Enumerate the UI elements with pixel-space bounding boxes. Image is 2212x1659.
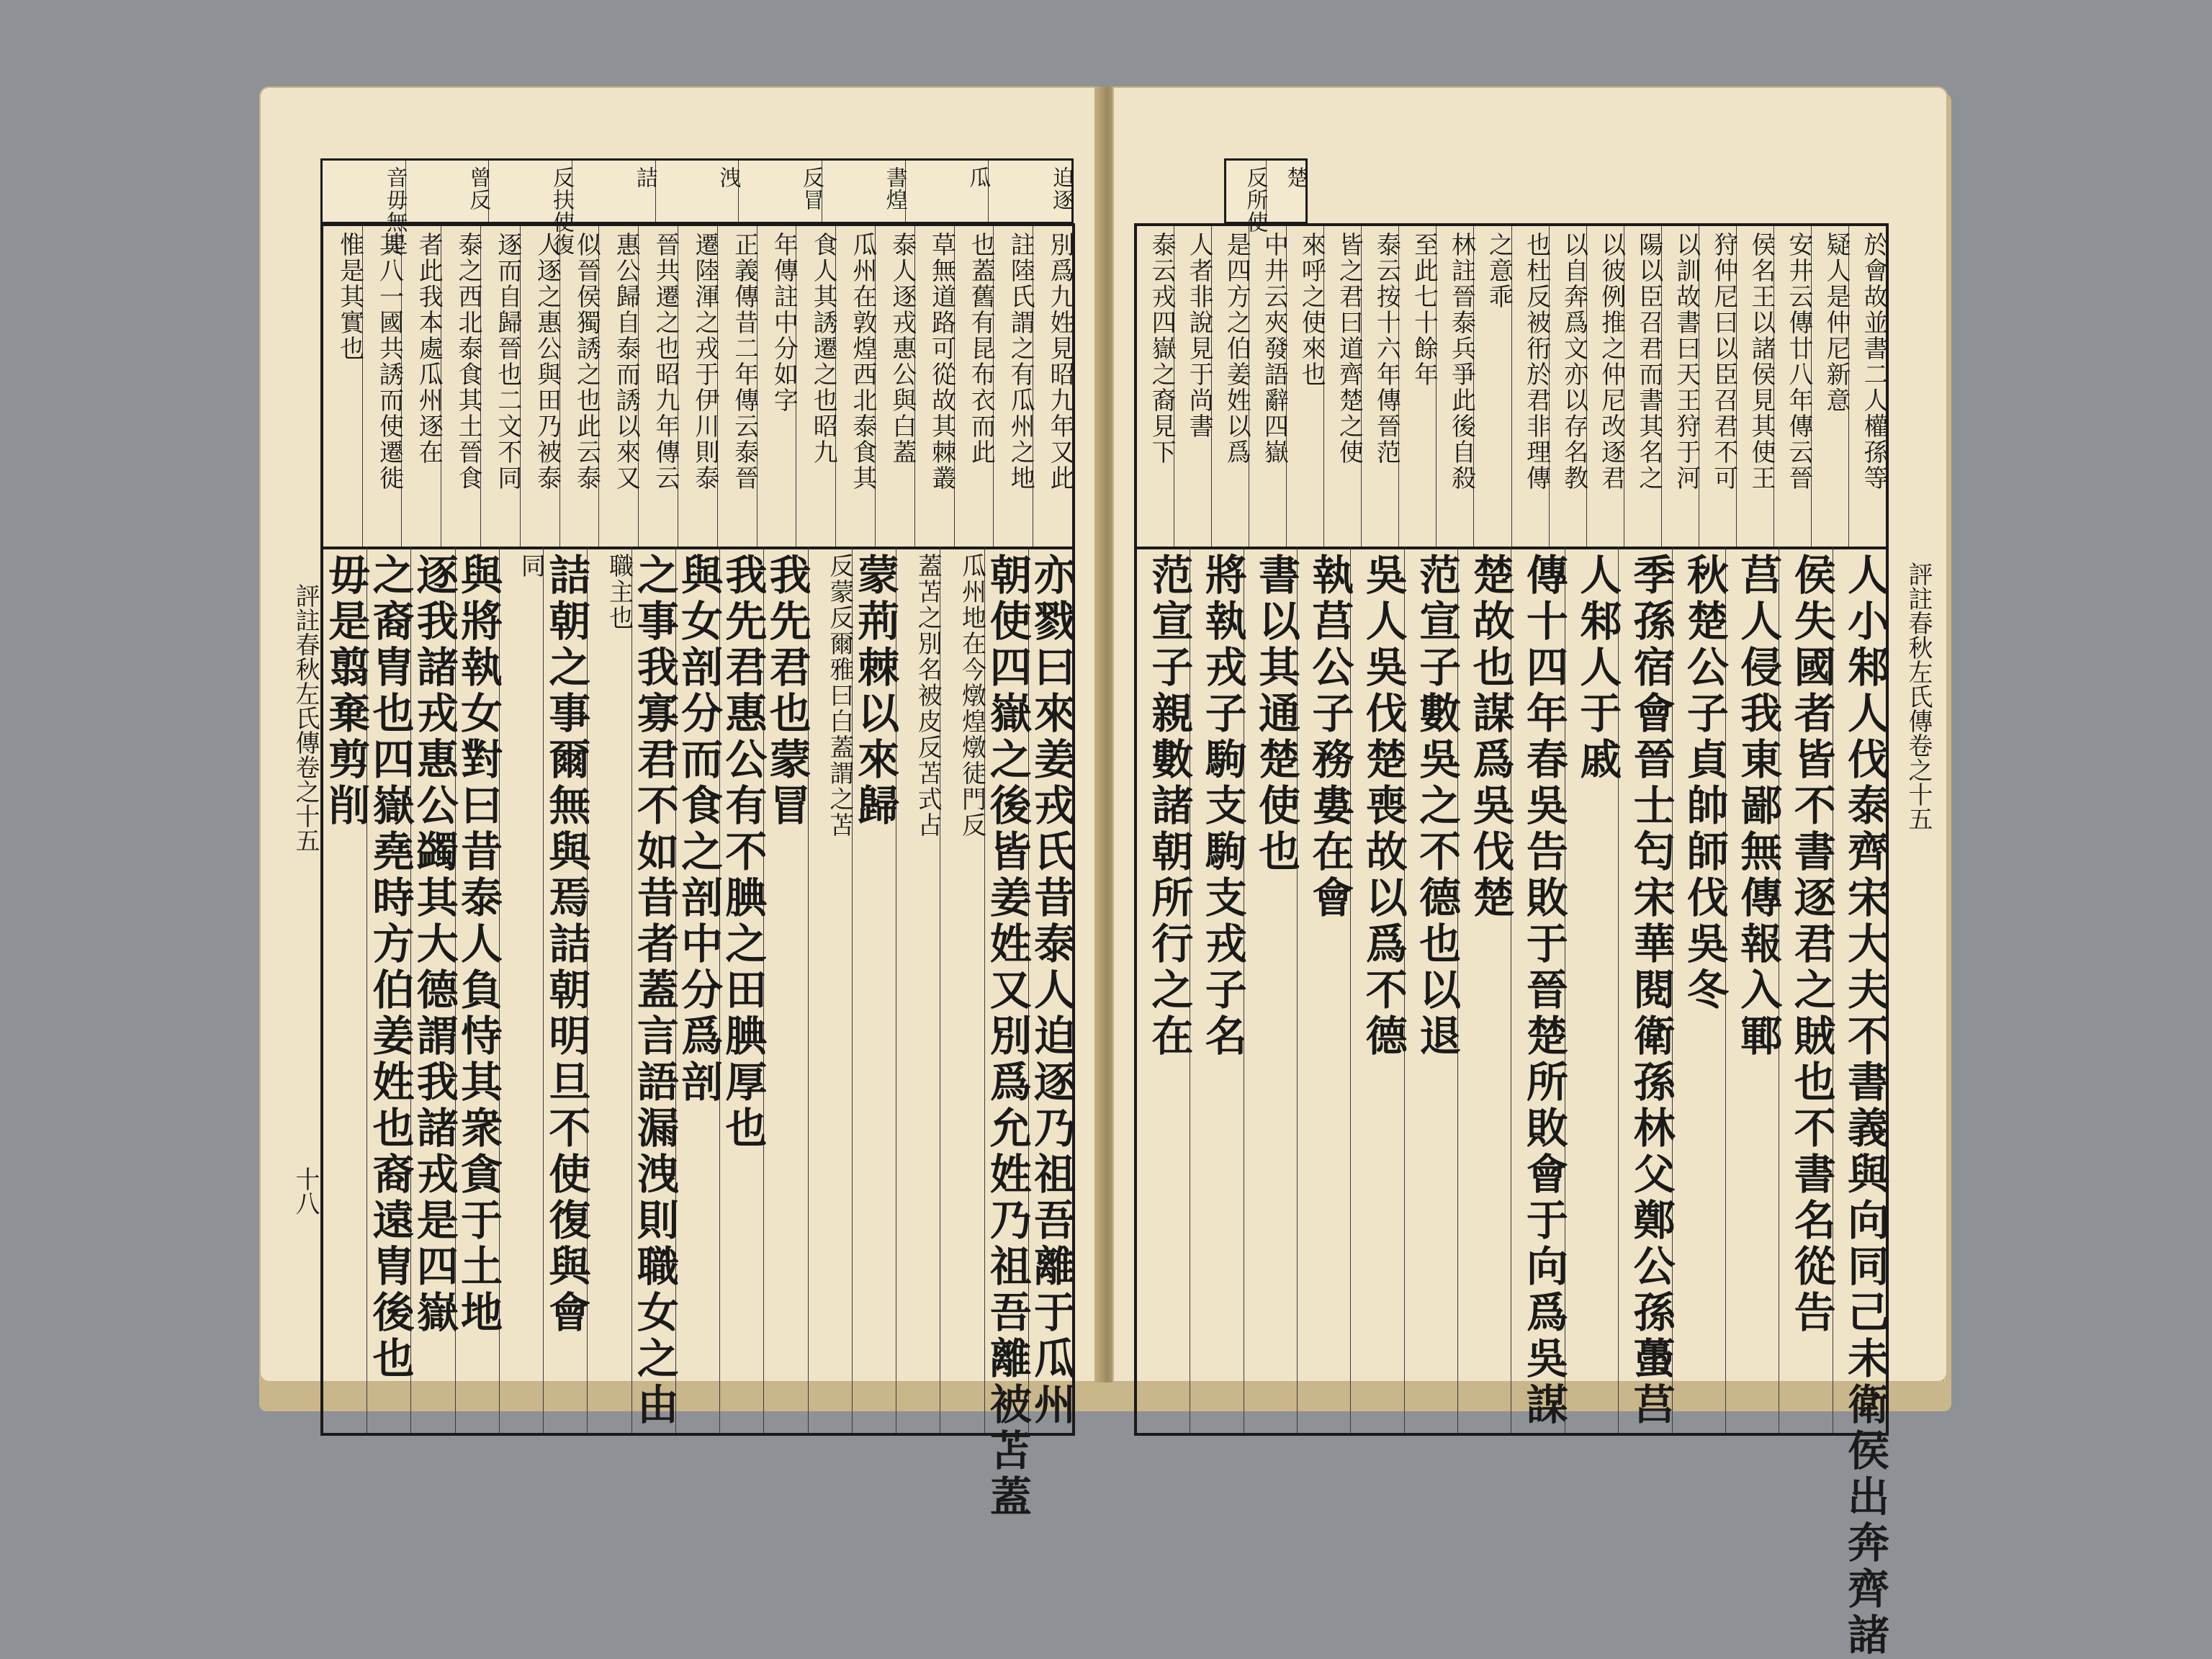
note-column: 以自奔爲文亦以存名教 bbox=[1559, 232, 1588, 491]
note-column: 侯名王以諸侯見其使王 bbox=[1746, 232, 1776, 491]
header-gloss: 反冒 bbox=[798, 166, 824, 211]
note-column: 狩仲尼曰以臣召君不可 bbox=[1709, 232, 1738, 491]
note-column: 遷陸渾之戎于伊川則泰 bbox=[690, 232, 719, 491]
header-gloss: 楚 bbox=[1282, 166, 1308, 189]
main-text-column: 執莒公子務婁在會 bbox=[1305, 553, 1354, 922]
main-text-column: 詰朝之事爾無與焉詰朝明旦不使復與會 bbox=[541, 553, 591, 1336]
main-text-column: 反蒙反爾雅曰白蓋謂之苫 bbox=[824, 553, 854, 838]
main-text-column: 莒人侵我東鄙無傳報入鄆 bbox=[1733, 553, 1783, 1060]
note-column: 也蓋舊有昆布衣而此 bbox=[966, 232, 996, 465]
main-text-column: 人小邾人伐泰齊宋大夫不書義與向同己未衛侯出奔齊諸 bbox=[1840, 553, 1889, 1659]
header-gloss: 反所使 bbox=[1242, 166, 1268, 233]
header-gloss: 詰 bbox=[631, 166, 657, 189]
main-text-column: 將執戎子駒支駒支戎子名 bbox=[1197, 553, 1247, 1060]
header-gloss: 反扶使復 bbox=[548, 166, 574, 256]
left-commentary-block bbox=[320, 223, 1075, 549]
note-column: 年傳註中分如字 bbox=[769, 232, 799, 413]
note-column: 其八一國共誘而使遷徙 bbox=[374, 232, 404, 491]
note-column: 人逐之惠公與田乃被泰 bbox=[532, 232, 562, 491]
header-gloss: 迫逐 bbox=[1048, 166, 1074, 211]
note-column: 瓜州在敦煌西北泰食其 bbox=[848, 232, 878, 491]
main-text-column: 毋是翦棄剪削 bbox=[321, 553, 371, 830]
note-column: 以彼例推之仲尼改逐君 bbox=[1596, 232, 1626, 491]
main-text-column: 侯失國者皆不書逐君之賊也不書名從告 bbox=[1786, 553, 1836, 1336]
left-main-text-block bbox=[320, 547, 1076, 1521]
main-text-column: 楚故也謀爲吳伐楚 bbox=[1465, 553, 1515, 922]
main-text-column: 季孫宿會晉士匄宋華閱衛孫林父鄭公孫蠆莒 bbox=[1626, 553, 1676, 1429]
main-text-column: 之事我寡君不如昔者蓋言語漏洩則職女之由 bbox=[629, 553, 679, 1429]
main-text-column: 范宣子親數諸朝所行之在 bbox=[1144, 553, 1194, 1060]
main-text-column: 蒙荊棘以來歸 bbox=[850, 553, 900, 830]
main-text-column: 與女剖分而食之剖中分爲剖 bbox=[674, 553, 724, 1106]
main-text-column: 蓋苫之別名被皮反苫式占 bbox=[913, 553, 943, 838]
note-column: 皆之君曰道齊楚之使 bbox=[1334, 232, 1364, 465]
main-text-column: 朝使四嶽之後皆姜姓又別爲允姓乃祖吾離被苫蓋 bbox=[982, 553, 1032, 1521]
note-column: 以訓故書曰天王狩于河 bbox=[1671, 232, 1701, 491]
note-column: 惠公歸自泰而誘以來又 bbox=[611, 232, 641, 491]
main-text-column: 逐我諸戎惠公蠲其大德謂我諸戎是四嶽 bbox=[409, 553, 459, 1336]
main-text-column: 傳十四年春吳告敗于晉楚所敗會于向爲吳謀 bbox=[1519, 553, 1568, 1429]
note-column: 也杜反被衎於君非理傳 bbox=[1521, 232, 1551, 491]
left-folio-number: 十八 bbox=[291, 1166, 320, 1215]
note-column: 是四方之伯姜姓以爲 bbox=[1222, 232, 1251, 465]
main-text-column: 瓜州地在今燉煌燉徒門反 bbox=[957, 553, 986, 838]
note-column: 註陸氏謂之有瓜州之地 bbox=[1006, 232, 1035, 491]
right-header-gloss bbox=[1224, 158, 1308, 233]
main-text-column: 范宣子數吳之不德也以退 bbox=[1412, 553, 1462, 1060]
note-column: 來呼之使來也 bbox=[1297, 232, 1326, 387]
note-column: 逐而自歸晉也二文不同 bbox=[493, 232, 522, 491]
main-text-column: 之裔胄也四嶽堯時方伯姜姓也裔遠胄後也 bbox=[365, 553, 415, 1382]
left-page bbox=[259, 86, 1102, 1521]
main-text-column: 亦戮曰來姜戎氏昔泰人迫逐乃祖吾離于瓜州 bbox=[1027, 553, 1076, 1429]
left-edge-title: 評註春秋左氏傳卷之十五 bbox=[291, 583, 320, 853]
note-column: 泰云戎四嶽之裔見下 bbox=[1147, 232, 1177, 465]
note-column: 泰之西北泰食其土晉食 bbox=[454, 232, 483, 491]
note-column: 人者非說見于尚書 bbox=[1184, 232, 1214, 439]
main-text-column: 與將執女對曰昔泰人負恃其衆貪于土地 bbox=[453, 553, 503, 1336]
note-column: 陽以臣召君而書其名之 bbox=[1634, 232, 1663, 491]
note-column: 之意乖 bbox=[1484, 232, 1514, 310]
note-column: 泰云按十六年傳晉范 bbox=[1372, 232, 1401, 465]
note-column: 泰人逐戎惠公與白蓋 bbox=[887, 232, 917, 465]
header-gloss: 音毋無是 bbox=[382, 166, 408, 256]
main-text-column: 吳人吳伐楚喪故以爲不德 bbox=[1358, 553, 1408, 1060]
main-text-column: 秋楚公子貞帥師伐吳冬 bbox=[1679, 553, 1729, 1014]
note-column: 安井云傳廿八年傳云晉 bbox=[1784, 232, 1813, 491]
note-column: 至此七十餘年 bbox=[1409, 232, 1439, 387]
header-gloss: 書煌 bbox=[881, 166, 907, 211]
note-column: 惟是其實也 bbox=[335, 232, 364, 361]
main-text-column: 我先君也蒙冒 bbox=[762, 553, 811, 830]
note-column: 草無道路可從故其棘叢 bbox=[927, 232, 956, 491]
right-commentary-block bbox=[1134, 223, 1889, 549]
note-column: 別爲九姓見昭九年又此 bbox=[1046, 232, 1074, 491]
note-column: 中井云夾發語辭四嶽 bbox=[1259, 232, 1289, 465]
main-text-column: 我先君惠公有不腆之田腆厚也 bbox=[718, 553, 768, 1152]
note-column: 於會故並書二人權孫等 bbox=[1859, 232, 1888, 491]
note-column: 疑人是仲尼新意 bbox=[1821, 232, 1851, 413]
header-gloss: 瓜 bbox=[965, 166, 991, 189]
note-column: 者此我本處瓜州逐在 bbox=[414, 232, 444, 465]
note-column: 似晉侯獨誘之也此云泰 bbox=[572, 232, 601, 491]
header-gloss: 洩 bbox=[715, 166, 741, 189]
main-text-column: 書以其通楚使也 bbox=[1251, 553, 1301, 876]
left-header-gloss bbox=[320, 158, 1074, 256]
left-header-columns bbox=[323, 161, 1074, 256]
main-text-column: 人邾人于戚 bbox=[1573, 553, 1622, 783]
note-column: 食人其誘遷之也昭九 bbox=[809, 232, 838, 465]
right-page bbox=[1112, 86, 1948, 1659]
note-column: 正義傳昔二年傳云泰晉 bbox=[729, 232, 759, 491]
main-text-column: 同 bbox=[516, 553, 546, 579]
note-column: 林註晉泰兵爭此後自殺 bbox=[1447, 232, 1476, 491]
right-edge-title: 評註春秋左氏傳卷之十五 bbox=[1904, 562, 1933, 831]
header-gloss: 曾反 bbox=[465, 166, 491, 211]
right-main-text-block bbox=[1134, 547, 1889, 1659]
main-text-column: 職主也 bbox=[604, 553, 634, 631]
note-column: 晉共遷之也昭九年傳云 bbox=[651, 232, 680, 491]
